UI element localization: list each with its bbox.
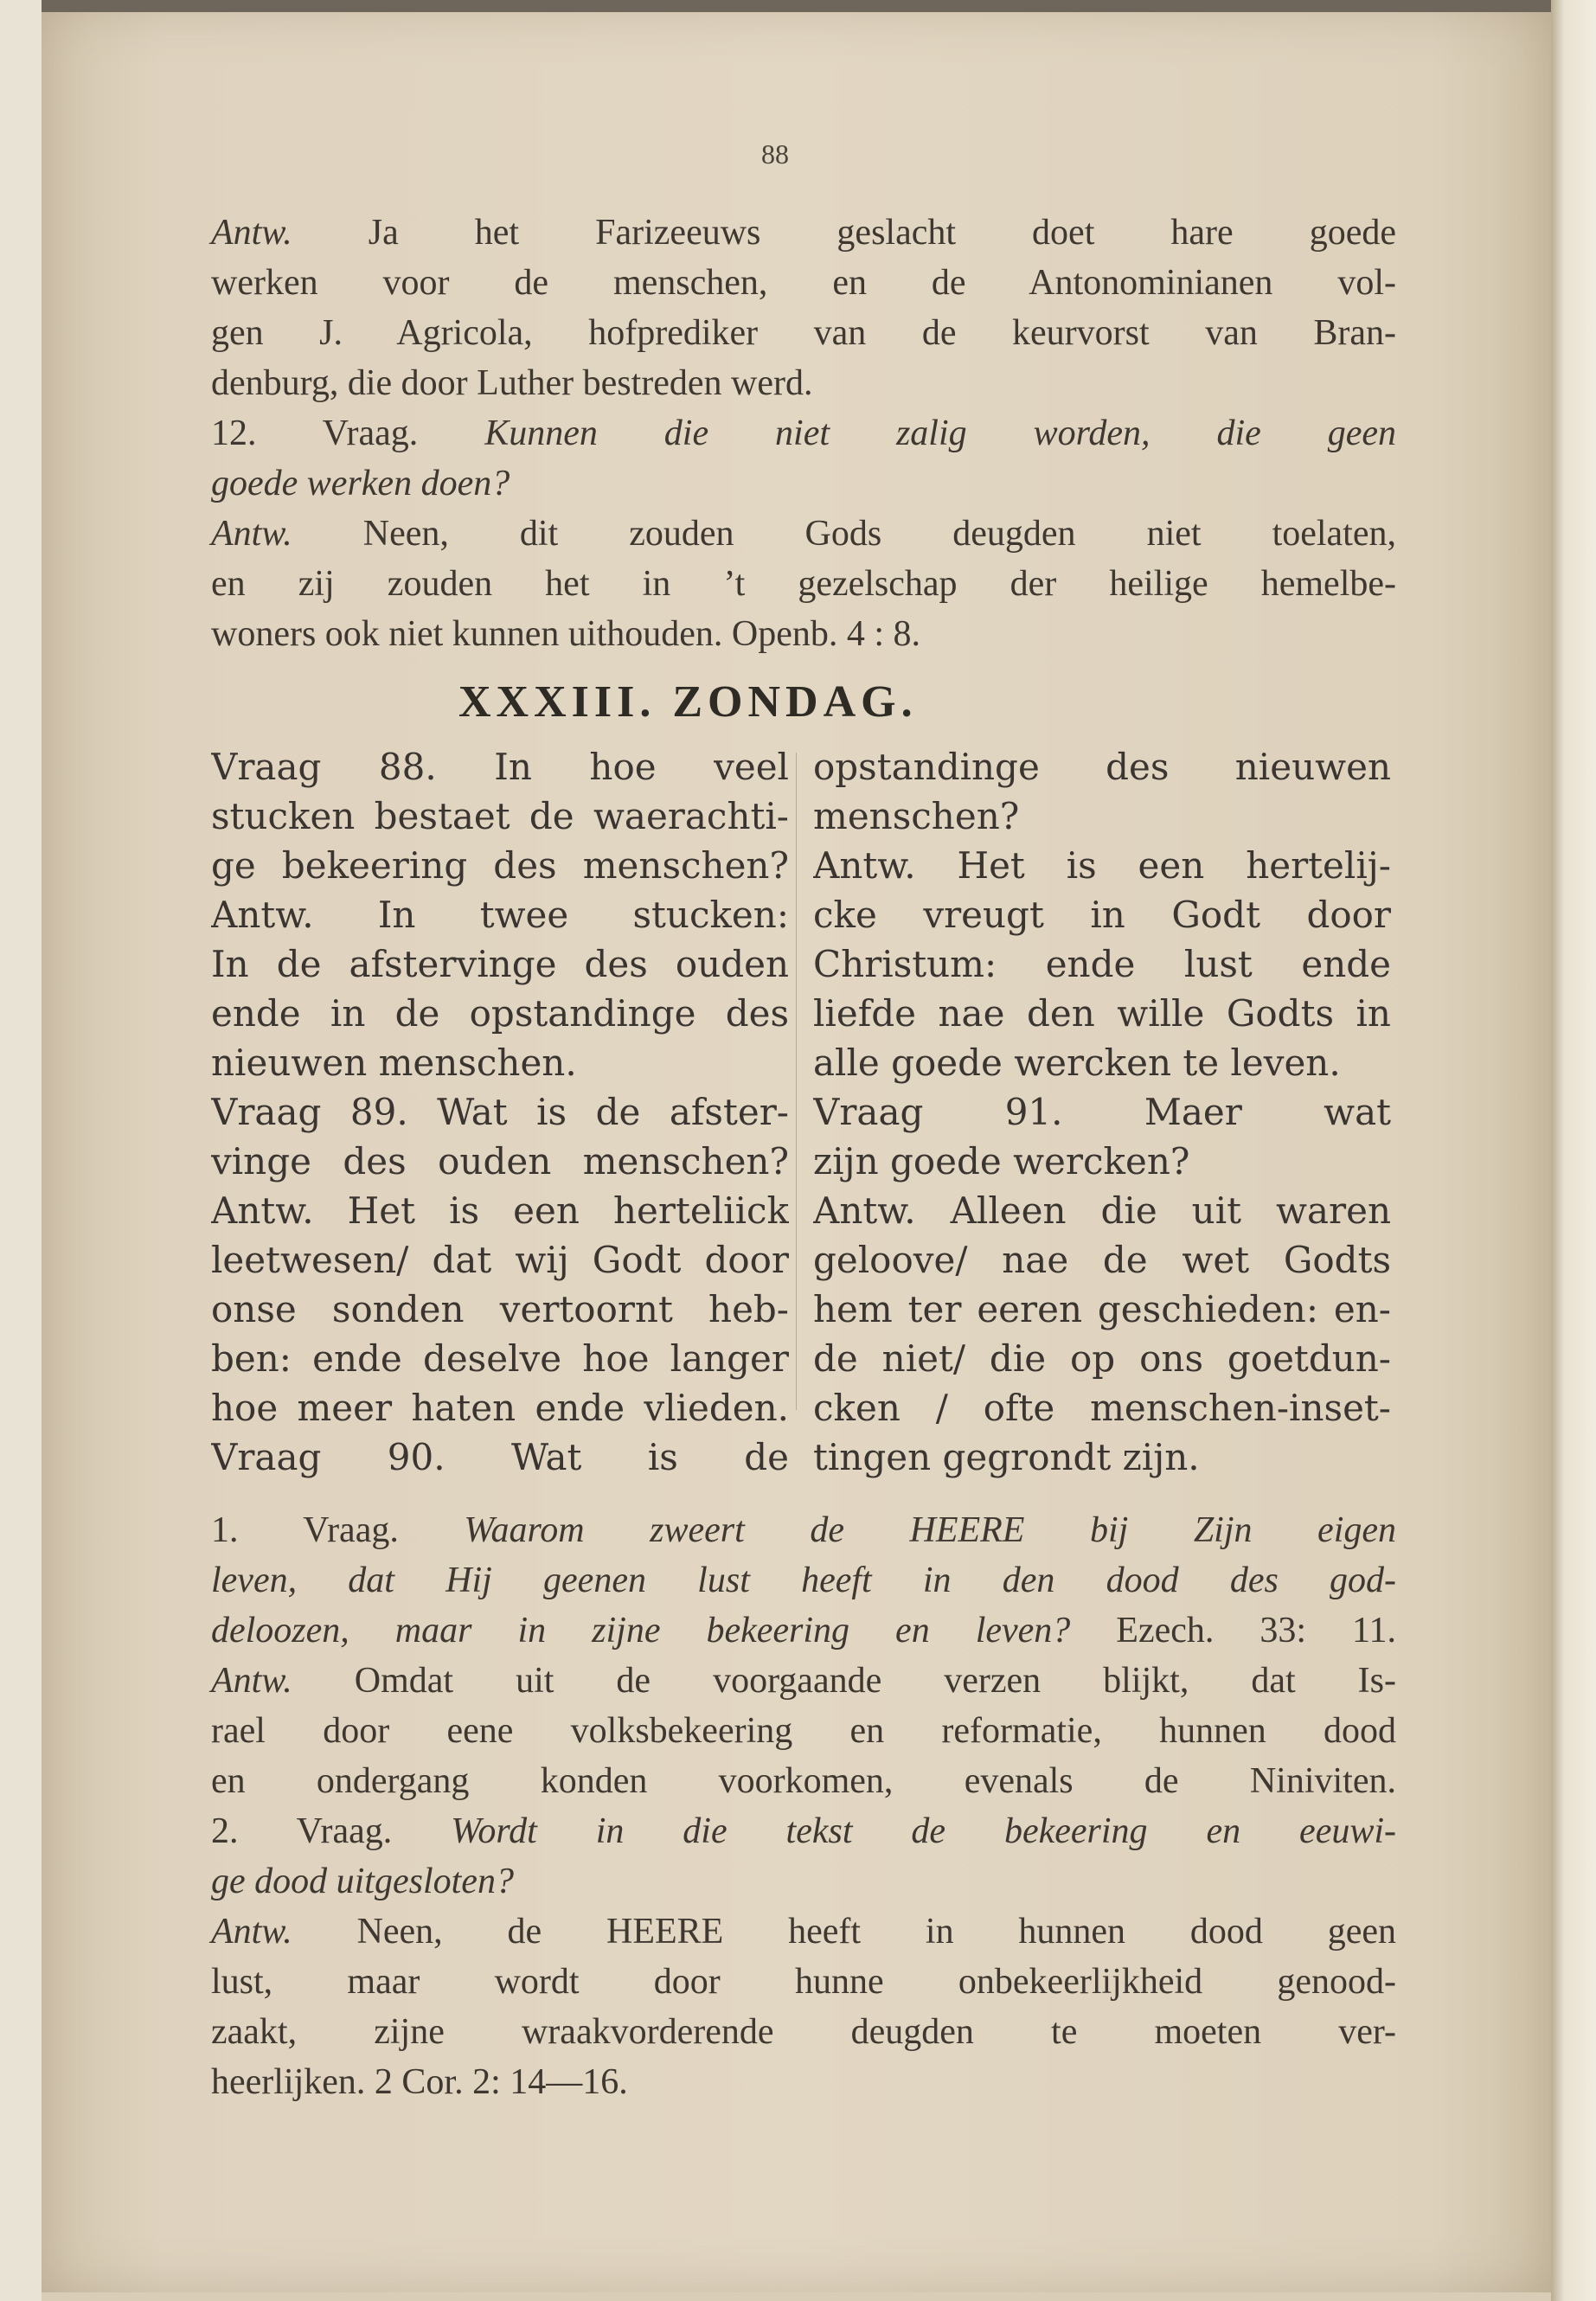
column-line: Christum: ende lust ende [813, 943, 1391, 985]
column-line: leetwesen/ dat wij Godt door [211, 1239, 789, 1281]
scan-top-edge [42, 0, 1551, 12]
text-line: rael door eene volksbekeering en reformatie, hunnen dood [211, 1711, 1396, 1751]
text-line: zaakt, zijne wraakvorderende deugden te moeten ver- [211, 2012, 1396, 2052]
text-line: Antw. Omdat uit de voorgaande verzen blijkt, dat Is- [211, 1661, 1396, 1701]
column-line: nieuwen menschen. [211, 1042, 577, 1084]
column-line: de niet/ die op ons goetdun- [813, 1337, 1391, 1380]
column-line: Vraag 89. Wat is de afster- [211, 1091, 789, 1133]
text-line: leven, dat Hij geenen lust heeft in den dood des god- [211, 1561, 1396, 1600]
text-line: deloozen, maar in zijne bekeering en leven? Ezech. 33: 11. [211, 1611, 1396, 1650]
text-line: en zij zouden het in ’t gezelschap der heilige hemelbe- [211, 564, 1396, 604]
column-line: stucken bestaet de waerachti- [211, 795, 789, 837]
catechism-left-column [211, 742, 789, 1482]
column-line: Antw. Het is een hertelij- [813, 844, 1391, 887]
answer-12 [211, 509, 1396, 659]
catechism-right-column [813, 742, 1391, 1482]
column-line: Antw. Alleen die uit waren [813, 1189, 1391, 1232]
column-line: hem ter eeren geschieden: en- [813, 1288, 1391, 1330]
column-line: alle goede wercken te leven. [813, 1042, 1341, 1084]
text-line: heerlijken. 2 Cor. 2: 14—16. [211, 2062, 628, 2102]
column-line: liefde nae den wille Godts in [813, 992, 1391, 1035]
text-line: werken voor de menschen, en de Antonominianen vol- [211, 263, 1396, 303]
column-line: onse sonden vertoornt heb- [211, 1288, 789, 1330]
text-line: gen J. Agricola, hofprediker van de keurvorst van Bran- [211, 313, 1396, 353]
text-line: 12. Vraag. Kunnen die niet zalig worden, die geen [211, 413, 1396, 453]
text-line: Antw. Neen, de HEERE heeft in hunnen dood geen [211, 1912, 1396, 1952]
column-line: hoe meer haten ende vlieden. [211, 1387, 789, 1429]
answer-1 [211, 1656, 1396, 1806]
column-line: zijn goede wercken? [813, 1140, 1190, 1183]
column-line: ge bekeering des menschen? [211, 844, 789, 887]
column-line: ende in de opstandinge des [211, 992, 789, 1035]
column-line: cken / ofte menschen-inset- [813, 1387, 1391, 1429]
column-line: Vraag 91. Maer wat [813, 1091, 1391, 1133]
text-line: Antw. Neen, dit zouden Gods deugden niet toelaten, [211, 514, 1396, 554]
text-line: goede werken doen? [211, 464, 510, 503]
column-line: cke vreugt in Godt door [813, 894, 1391, 936]
question-1 [211, 1505, 1396, 1656]
text-line: en ondergang konden voorkomen, evenals de Niniviten. [211, 1761, 1396, 1801]
text-line: lust, maar wordt door hunne onbekeerlijkheid genood- [211, 1962, 1396, 2002]
column-line: vinge des ouden menschen? [211, 1140, 789, 1183]
text-line: woners ook niet kunnen uithouden. Openb. 4 : 8. [211, 614, 921, 654]
column-line: ben: ende deselve hoe langer [211, 1337, 789, 1380]
text-line: denburg, die door Luther bestreden werd. [211, 363, 813, 403]
column-divider [796, 753, 797, 1410]
question-2 [211, 1806, 1396, 1907]
column-line: Antw. Het is een herteliick [211, 1189, 789, 1232]
column-line: Antw. In twee stucken: [211, 894, 789, 936]
page-number: 88 [761, 138, 789, 170]
column-line: tingen gegrondt zijn. [813, 1436, 1200, 1478]
question-12 [211, 408, 1396, 509]
answer-11 [211, 208, 1396, 408]
column-line: menschen? [813, 795, 1020, 837]
column-line: Vraag 90. Wat is de [211, 1436, 789, 1478]
scan-left-margin [0, 0, 42, 2301]
text-line: ge dood uitgesloten? [211, 1862, 514, 1901]
text-line: 2. Vraag. Wordt in die tekst de bekeering en eeuwi- [211, 1811, 1396, 1851]
column-line: In de afstervinge des ouden [211, 943, 789, 985]
scan-right-margin [1551, 0, 1596, 2301]
answer-2 [211, 1907, 1396, 2107]
column-line: opstandinge des nieuwen [813, 746, 1391, 788]
column-line: Vraag 88. In hoe veel [211, 746, 789, 788]
text-line: 1. Vraag. Waarom zweert de HEERE bij Zijn eigen [211, 1510, 1396, 1550]
column-line: geloove/ nae de wet Godts [813, 1239, 1391, 1281]
section-heading: XXXIII. ZONDAG. [458, 677, 918, 727]
text-line: Antw. Ja het Farizeeuws geslacht doet hare goede [211, 213, 1396, 253]
